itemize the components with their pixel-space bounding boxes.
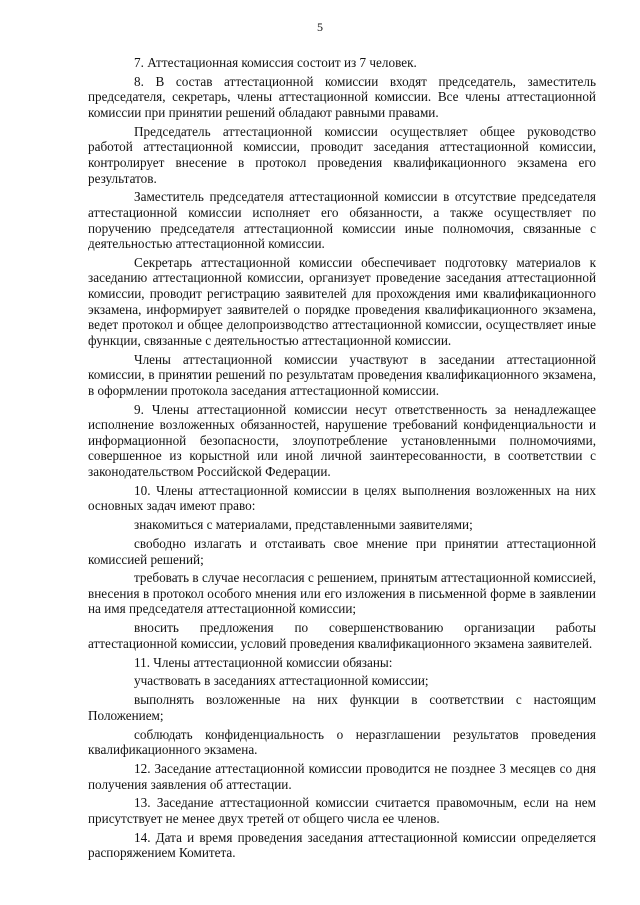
paragraph: 14. Дата и время проведения заседания аттестационной комиссии определяется распоряжением Комитета. (88, 829, 596, 861)
paragraph: 13. Заседание аттестационной комиссии считается правомочным, если на нем присутствует не менее двух третей от общего числа ее членов. (88, 795, 596, 826)
paragraph: требовать в случае несогласия с решением, принятым аттестационной комиссией, внесения в протокол особого мнения или его изложения в письменной форме в заявлении на имя председателя аттестационной комиссии; (88, 570, 596, 617)
paragraph: 8. В состав аттестационной комиссии входят председатель, заместитель председателя, секретарь, члены аттестационной комиссии. Все члены аттестационной комиссии при принятии решений обладают равными правами. (88, 73, 596, 120)
paragraph: 10. Члены аттестационной комиссии в целях выполнения возложенных на них основных задач имеют право: (88, 482, 596, 514)
paragraph: участвовать в заседаниях аттестационной комиссии; (134, 673, 429, 689)
paragraph: вносить предложения по совершенствованию организации работы аттестационной комиссии, условий проведения квалификационного экзамена заявителей. (88, 620, 596, 651)
document-body (88, 55, 596, 864)
paragraph: свободно излагать и отстаивать свое мнение при принятии аттестационной комиссией решений; (88, 535, 596, 567)
page-number: 5 (317, 20, 323, 34)
paragraph: знакомиться с материалами, представленными заявителями; (134, 517, 473, 533)
paragraph: Члены аттестационной комиссии участвуют в заседании аттестационной комиссии, в принятии решений по результатам проведения квалификационного экзамена, в оформлении протокола заседания аттестационной комиссии. (88, 351, 596, 398)
paragraph: Председатель аттестационной комиссии осуществляет общее руководство работой аттестационной комиссии, проводит заседания аттестационной комиссии, контролирует внесение в протокол проведения квалификационного экзамена его результатов. (88, 123, 596, 186)
paragraph: выполнять возложенные на них функции в соответствии с настоящим Положением; (88, 692, 596, 723)
paragraph: Секретарь аттестационной комиссии обеспечивает подготовку материалов к заседанию аттестационной комиссии, организует проведение заседания аттестационной комиссии, проводит регистрацию заявителей для прохождения ими квалификационного экзамена, информирует заявителей о порядке проведения квалификационного экзамена, ведет протокол и общее делопроизводство аттестационной комиссии, осуществляет иные функции, связанные с деятельностью аттестационной комиссии. (88, 254, 596, 348)
paragraph: 7. Аттестационная комиссия состоит из 7 человек. (134, 55, 417, 70)
paragraph: соблюдать конфиденциальность о неразглашении результатов проведения квалификационного экзамена. (88, 726, 596, 758)
paragraph: 12. Заседание аттестационной комиссии проводится не позднее 3 месяцев со дня получения заявления об аттестации. (88, 760, 596, 792)
paragraph: Заместитель председателя аттестационной комиссии в отсутствие председателя аттестационной комиссии исполняет его обязанности, а также осуществляет по поручению председателя аттестационной комиссии иные полномочия, связанные с деятельностью аттестационной комиссии. (88, 189, 596, 252)
paragraph: 11. Члены аттестационной комиссии обязаны: (134, 654, 393, 670)
paragraph: 9. Члены аттестационной комиссии несут ответственность за ненадлежащее исполнение возложенных обязанностей, нарушение требований конфиденциальности и информационной безопасности, злоупотребление установленными полномочиями, совершенное из корыстной или иной личной заинтересованности, в соответствии с законодательством Российской Федерации. (88, 401, 596, 479)
